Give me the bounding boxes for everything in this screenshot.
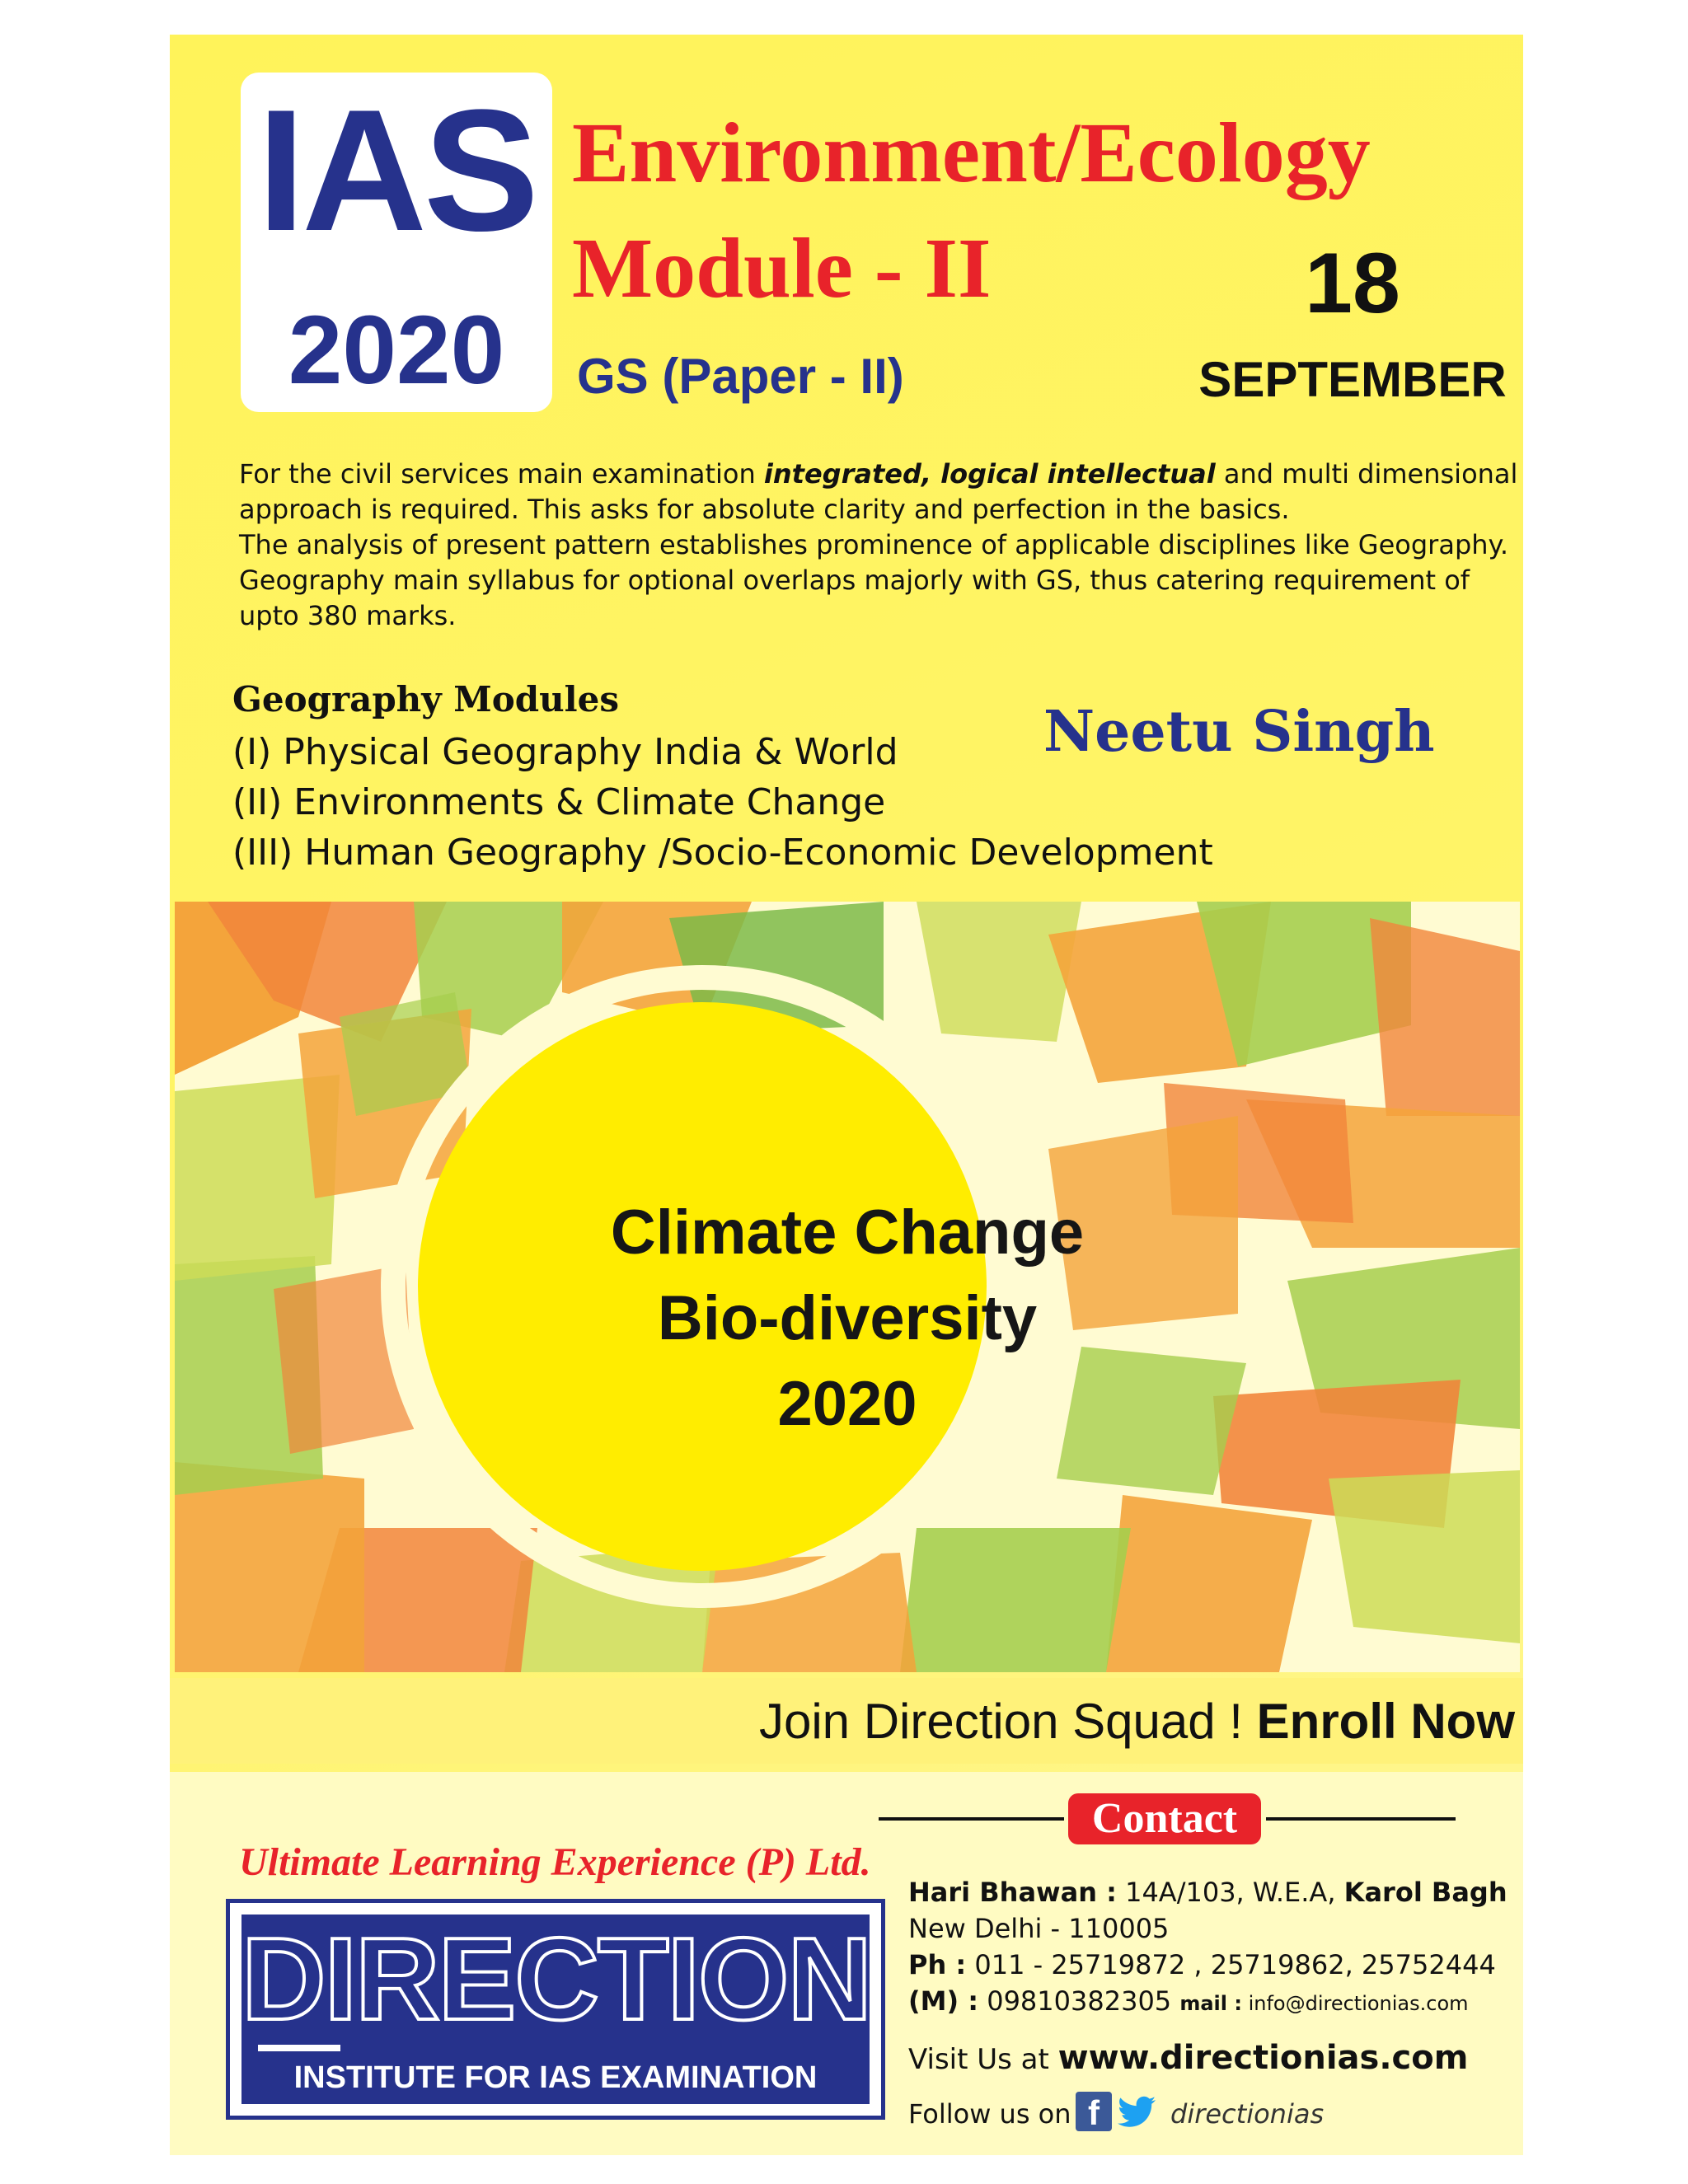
poster xyxy=(170,35,1523,2155)
mobile-line xyxy=(908,1983,1507,2022)
center-line-3: 2020 xyxy=(777,1369,917,1439)
intro-emphasis: integrated, logical intellectual xyxy=(763,458,1216,490)
mobile-label: (M) : xyxy=(908,1985,979,2017)
logo-wordmark: DIRECTION xyxy=(241,1914,870,2045)
phone-value[interactable]: 011 - 25719872 , 25719862, 25752444 xyxy=(966,1949,1496,1980)
modules-heading: Geography Modules xyxy=(232,679,619,719)
logo-panel xyxy=(241,1915,870,2104)
mobile-value[interactable]: 09810382305 xyxy=(978,1985,1180,2017)
intro-paragraph xyxy=(239,457,1518,634)
email-link[interactable]: info@directionias.com xyxy=(1241,1992,1469,2015)
facebook-icon[interactable]: f xyxy=(1076,2092,1112,2131)
center-line-1: Climate Change xyxy=(610,1197,1085,1268)
intro-line-1-pre: For the civil services main examination xyxy=(239,458,764,490)
module-item-1: (I) Physical Geography India & World xyxy=(232,731,898,773)
module-item-3: (III) Human Geography /Socio-Economic Development xyxy=(232,832,1213,874)
sunburst-artwork xyxy=(175,902,1520,1672)
module-item-2: (II) Environments & Climate Change xyxy=(232,781,886,823)
center-title xyxy=(175,1190,1520,1447)
follow-label: Follow us on xyxy=(908,2098,1071,2130)
address-line xyxy=(908,1874,1507,1910)
cta-bar xyxy=(170,1678,1523,1764)
contact-label: Contact xyxy=(1068,1793,1261,1844)
cta-text xyxy=(759,1693,1515,1750)
center-line-2: Bio-diversity xyxy=(657,1283,1038,1353)
author-name: Neetu Singh xyxy=(1043,699,1435,765)
intro-line-2: approach is required. This asks for absolute clarity and perfection in the basics. xyxy=(239,494,1290,525)
contact-divider-right xyxy=(1266,1817,1456,1821)
direction-logo xyxy=(226,1899,885,2120)
title-line-1: Environment/Ecology xyxy=(572,105,1371,200)
website-link[interactable]: www.directionias.com xyxy=(1057,2039,1469,2077)
badge-year: 2020 xyxy=(288,296,505,405)
badge-word: IAS xyxy=(256,73,537,267)
title-line-2: Module - II xyxy=(572,221,992,316)
ias-badge xyxy=(241,73,552,412)
cta-pre: Join Direction Squad ! xyxy=(758,1694,1257,1749)
city-line: New Delhi - 110005 xyxy=(908,1913,1170,1944)
logo-subtitle: INSTITUTE FOR IAS EXAMINATION xyxy=(293,2060,818,2095)
intro-line-4: Geography main syllabus for optional overlaps majorly with GS, thus catering requirement of xyxy=(239,565,1470,596)
intro-line-1 xyxy=(239,457,1518,492)
paper-label: GS (Paper - II) xyxy=(577,349,904,404)
website-prefix: Visit Us at xyxy=(908,2043,1058,2076)
address-label: Hari Bhawan : xyxy=(908,1877,1117,1908)
date-day: 18 xyxy=(1305,236,1400,331)
footer xyxy=(170,1772,1523,2155)
website-line xyxy=(908,2039,1468,2077)
intro-line-1-post: and multi dimensional xyxy=(1215,458,1518,490)
intro-line-5: upto 380 marks. xyxy=(239,600,457,631)
logo-accent-bar xyxy=(258,2045,340,2051)
phone-line xyxy=(908,1947,1507,1983)
enroll-now-link[interactable]: Enroll Now xyxy=(1256,1694,1515,1749)
social-handle[interactable]: directionias xyxy=(1170,2098,1325,2130)
contact-divider-left xyxy=(879,1817,1064,1821)
mail-label: mail : xyxy=(1179,1992,1242,2015)
address-value: 14A/103, W.E.A, xyxy=(1116,1877,1344,1908)
date-month: SEPTEMBER xyxy=(1198,352,1507,407)
address-block xyxy=(908,1874,1507,2022)
intro-line-3: The analysis of present pattern establishes prominence of applicable disciplines like Geography. xyxy=(239,529,1509,560)
phone-label: Ph : xyxy=(908,1949,967,1980)
company-name: Ultimate Learning Experience (P) Ltd. xyxy=(239,1840,871,1884)
address-area: Karol Bagh xyxy=(1343,1877,1507,1908)
twitter-icon[interactable] xyxy=(1118,2095,1157,2130)
